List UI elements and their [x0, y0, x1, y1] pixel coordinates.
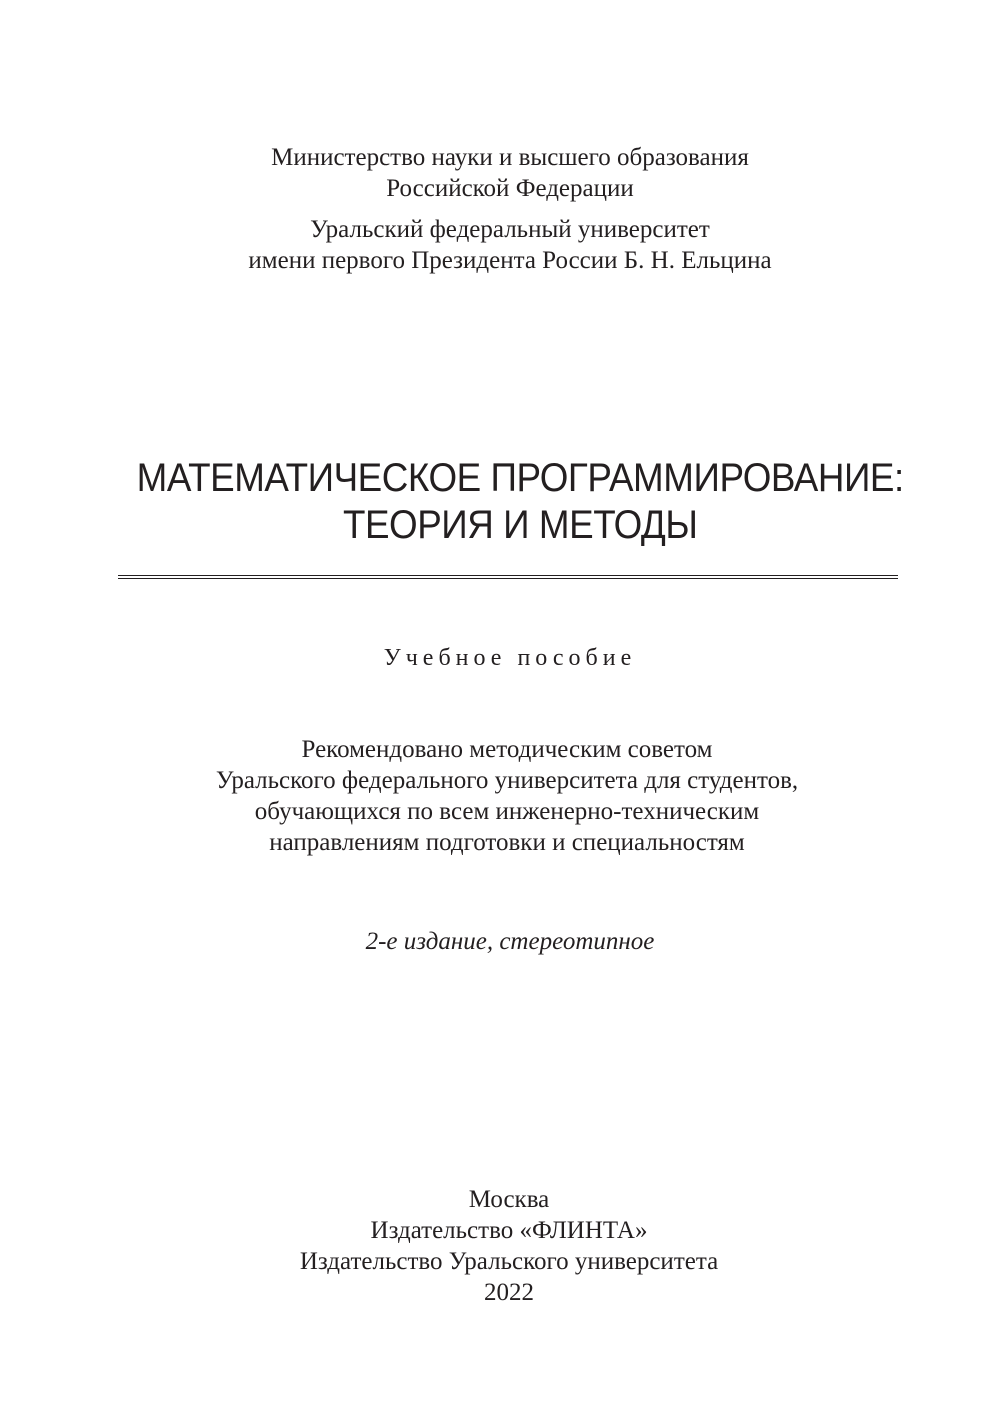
recommendation-line-4: направлениям подготовки и специальностям	[269, 829, 745, 856]
imprint-publisher-2: Издательство Уральского университета	[299, 1248, 719, 1275]
university-line-2: имени первого Президента России Б. Н. Ельцина	[248, 247, 772, 274]
imprint-city: Москва	[468, 1186, 550, 1213]
book-title-line-2: ТЕОРИЯ И МЕТОДЫ	[342, 503, 698, 547]
university-line-1: Уральский федеральный университет	[310, 216, 710, 243]
book-title-line-1: МАТЕМАТИЧЕСКОЕ ПРОГРАММИРОВАНИЕ:	[136, 456, 904, 500]
book-title	[58, 455, 982, 549]
ministry-line-2: Российской Федерации	[386, 175, 634, 202]
imprint	[7, 1184, 1004, 1308]
university-heading	[8, 214, 1004, 276]
title-double-rule	[118, 575, 898, 579]
imprint-publisher-1: Издательство «ФЛИНТА»	[370, 1217, 648, 1244]
recommendation-note	[5, 734, 1004, 858]
document-type: Учебное пособие	[383, 645, 637, 671]
imprint-year: 2022	[484, 1279, 534, 1306]
ministry-heading	[8, 142, 1004, 204]
recommendation-line-1: Рекомендовано методическим советом	[301, 736, 713, 763]
recommendation-line-2: Уральского федерального университета для студентов,	[215, 767, 799, 794]
recommendation-line-3: обучающихся по всем инженерно-техническим	[254, 798, 760, 825]
ministry-line-1: Министерство науки и высшего образования	[271, 144, 749, 171]
edition-note: 2-е издание, стереотипное	[365, 928, 655, 955]
